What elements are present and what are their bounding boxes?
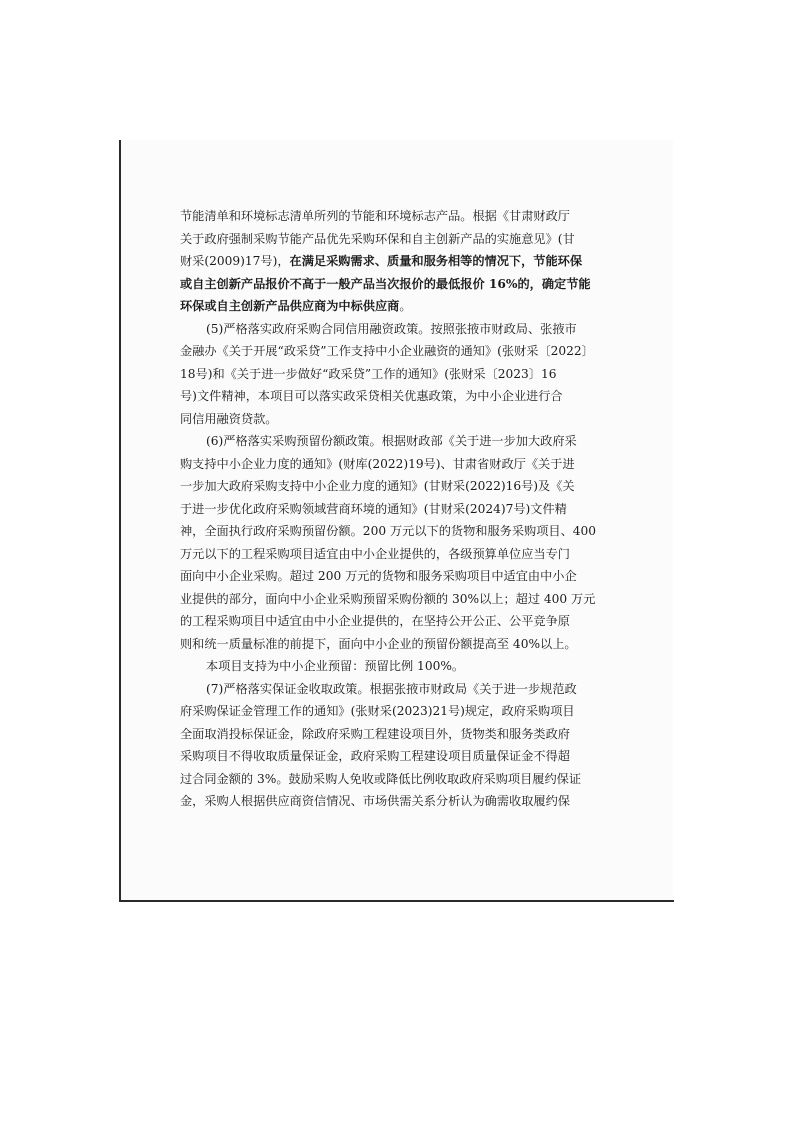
text-run: 。	[399, 299, 412, 313]
text-run: 于进一步优化政府采购领域营商环境的通知》(甘财采(2024)7号)文件精	[180, 501, 567, 516]
text-run: 神，全面执行政府采购预留份额。200 万元以下的货物和服务采购项目、400	[180, 524, 597, 538]
text-line	[180, 790, 608, 813]
text-line	[180, 430, 608, 453]
text-line	[180, 678, 608, 701]
text-line	[180, 655, 608, 678]
text-line	[180, 723, 608, 746]
text-line	[180, 385, 608, 408]
text-line	[180, 610, 608, 633]
text-line	[180, 295, 608, 318]
paragraph	[180, 678, 608, 813]
text-run: 面向中小企业采购。超过 200 万元的货物和服务采购项目中适宜由中小企	[180, 569, 577, 583]
text-line	[180, 408, 608, 431]
text-line	[180, 250, 608, 273]
text-run: 财采(2009)17号)，	[180, 254, 290, 268]
paragraph	[180, 318, 608, 431]
text-line	[180, 273, 608, 296]
text-run: 全面取消投标保证金，除政府采购工程建设项目外，货物类和服务类政府	[180, 726, 570, 741]
text-line	[180, 633, 608, 656]
text-line	[180, 453, 608, 476]
text-line	[180, 340, 608, 363]
text-run: 万元以下的工程采购项目适宜由中小企业提供的，各级预算单位应当专门	[180, 546, 570, 561]
text-line	[180, 498, 608, 521]
text-run: (5)严格落实政府采购合同信用融资政策。按照张掖市财政局、张掖市	[206, 321, 577, 336]
text-run: 业提供的部分，面向中小企业采购预留采购份额的 30%以上；超过 400 万元	[180, 591, 596, 606]
text-line	[180, 543, 608, 566]
text-line	[180, 700, 608, 723]
text-run: 府采购保证金管理工作的通知》(张财采(2023)21号)规定，政府采购项目	[180, 704, 575, 718]
text-line	[180, 520, 608, 543]
bold-text-run: 或自主创新产品报价不高于一般产品当次报价的最低报价 16%的，确定节能	[180, 276, 591, 291]
text-run: 采购项目不得收取质量保证金，政府采购工程建设项目质量保证金不得超	[180, 749, 570, 763]
text-run: 同信用融资贷款。	[180, 411, 278, 426]
text-line	[180, 588, 608, 611]
bold-text-run: 环保或自主创新产品供应商为中标供应商	[180, 299, 400, 313]
text-line	[180, 228, 608, 251]
text-run: 购支持中小企业力度的通知》(财库(2022)19号)、甘肃省财政厅《关于进	[180, 456, 575, 471]
text-run: 则和统一质量标准的前提下，面向中小企业的预留份额提高至 40%以上。	[180, 636, 577, 651]
page-bottom-border	[119, 900, 674, 902]
text-run: (6)严格落实采购预留份额政策。根据财政部《关于进一步加大政府采	[206, 434, 577, 448]
text-line	[180, 205, 608, 228]
text-run: 金，采购人根据供应商资信情况、市场供需关系分析认为确需收取履约保	[180, 794, 570, 808]
text-run: 关于政府强制采购节能产品优先采购环保和自主创新产品的实施意见》(甘	[180, 231, 575, 246]
paragraph	[180, 430, 608, 655]
paragraph	[180, 205, 608, 318]
text-run: 18号)和《关于进一步做好“政采贷”工作的通知》(张财采〔2023〕16	[180, 366, 557, 381]
page-left-border	[119, 140, 121, 902]
text-line	[180, 363, 608, 386]
text-line	[180, 565, 608, 588]
text-run: (7)严格落实保证金收取政策。根据张掖市财政局《关于进一步规范政	[206, 681, 577, 696]
text-run: 一步加大政府采购支持中小企业力度的通知》(甘财采(2022)16号)及《关	[180, 479, 575, 493]
text-run: 金融办《关于开展“政采贷”工作支持中小企业融资的通知》(张财采〔2022〕	[180, 344, 594, 358]
bold-text-run: 在满足采购需求、质量和服务相等的情况下，节能环保	[289, 254, 583, 268]
text-run: 的工程采购项目中适宜由中小企业提供的，在坚持公开公正、公平竞争原	[180, 614, 570, 628]
text-line	[180, 318, 608, 341]
text-line	[180, 768, 608, 791]
document-body	[180, 205, 608, 813]
text-run: 节能清单和环境标志清单所列的节能和环境标志产品。根据《甘肃财政厅	[180, 209, 570, 223]
text-run: 本项目支持为中小企业预留：预留比例 100%。	[206, 659, 465, 673]
text-run: 过合同金额的 3%。鼓励采购人免收或降低比例收取政府采购项目履约保证	[180, 771, 582, 786]
text-run: 号)文件精神，本项目可以落实政采贷相关优惠政策，为中小企业进行合	[180, 389, 563, 403]
text-line	[180, 745, 608, 768]
text-line	[180, 475, 608, 498]
paragraph	[180, 655, 608, 678]
